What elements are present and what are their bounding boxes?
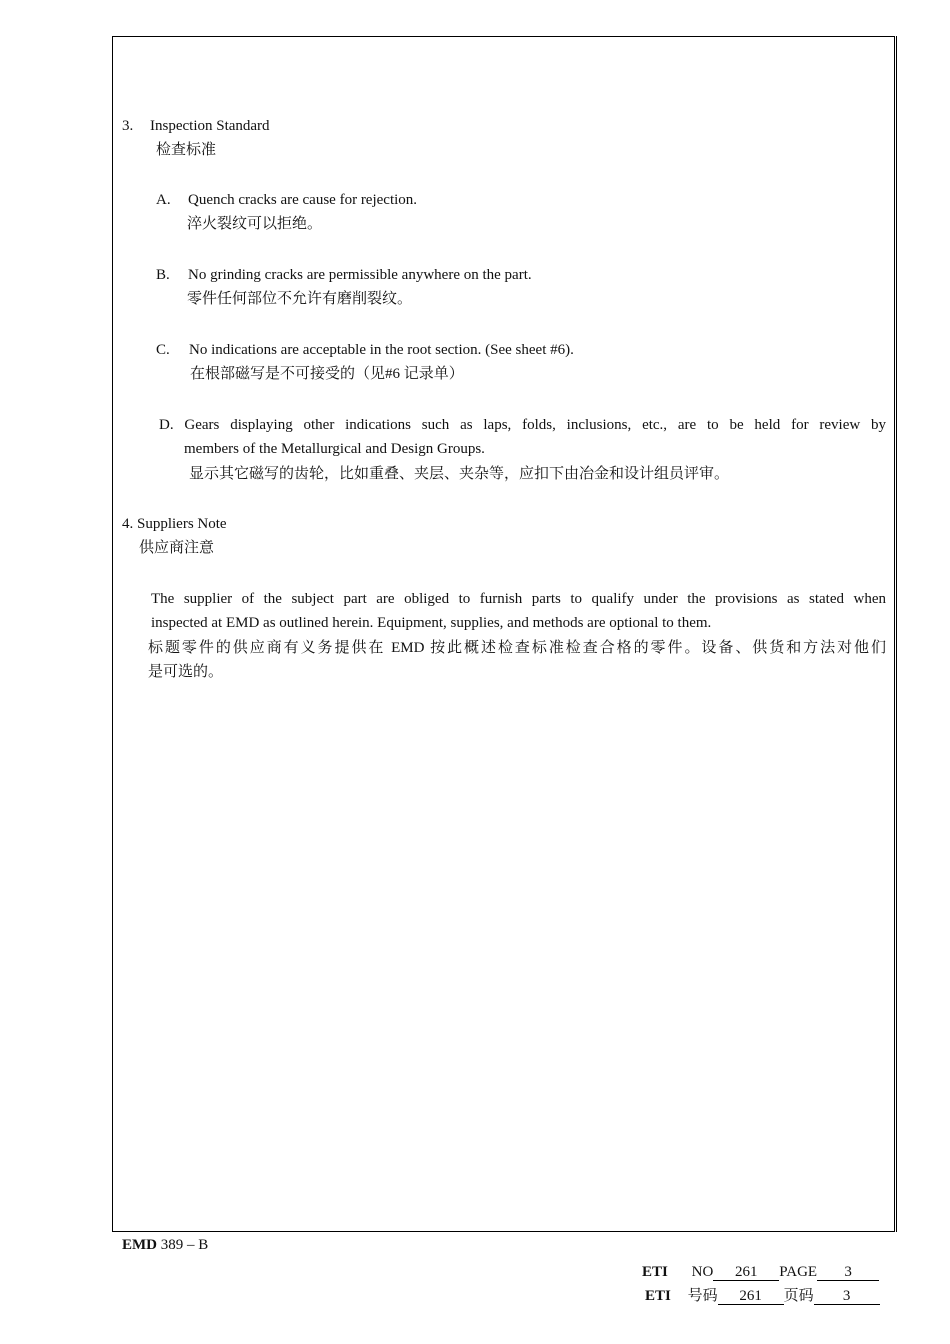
no-value-zh: 261: [718, 1288, 784, 1305]
form-code-bold: EMD: [122, 1237, 157, 1253]
item-d-en-first: Gears displaying other indications such as laps, folds, inclusions, etc., are to be held for review by: [184, 417, 886, 433]
item-b-en-line: [156, 265, 532, 285]
section-4-zh-line-2: 是可选的。: [148, 664, 224, 680]
item-c-en: No indications are acceptable in the root section. (See sheet #6).: [189, 342, 574, 358]
section-4-title-zh: 供应商注意: [139, 540, 215, 556]
item-d-en-line-2: members of the Metallurgical and Design Groups.: [184, 441, 485, 457]
eti-line-zh: [645, 1286, 880, 1306]
item-b-en: No grinding cracks are permissible anywhere on the part.: [188, 267, 532, 283]
item-a-en: Quench cracks are cause for rejection.: [188, 192, 418, 208]
item-b-letter: B.: [156, 267, 170, 283]
item-d-en-line-1: [159, 415, 886, 435]
no-value-en: 261: [713, 1264, 779, 1281]
section-4-zh-line-1: 标题零件的供应商有义务提供在 EMD 按此概述检查标准检查合格的零件。设备、供货和方法对他们: [148, 640, 886, 656]
item-a-en-line: [156, 190, 417, 210]
frame-double-rule: [896, 36, 897, 1232]
item-d-letter: D.: [159, 417, 174, 433]
section-4-en-line-1: The supplier of the subject part are obliged to furnish parts to qualify under the provisions as stated when: [151, 591, 886, 607]
section-3-title-zh: 检查标准: [156, 142, 217, 158]
item-a-zh: 淬火裂纹可以拒绝。: [187, 216, 323, 232]
page-label-en: PAGE: [779, 1264, 818, 1280]
page-value-en: 3: [817, 1264, 879, 1281]
item-c-zh: 在根部磁写是不可接受的（见#6 记录单）: [190, 366, 464, 382]
page-value-zh: 3: [814, 1288, 880, 1305]
item-b-zh: 零件任何部位不允许有磨削裂纹。: [187, 291, 413, 307]
section-3-number: 3.: [122, 118, 134, 134]
eti-label-zh: ETI: [645, 1288, 671, 1304]
section-3-heading: [122, 116, 270, 136]
item-d-zh: 显示其它磁写的齿轮，比如重叠、夹层、夹杂等，应扣下由冶金和设计组员评审。: [189, 466, 730, 482]
no-label-en: NO: [691, 1264, 714, 1280]
item-c-en-line: [156, 340, 574, 360]
no-label-zh: 号码: [687, 1288, 718, 1304]
eti-line-en: [642, 1262, 879, 1282]
item-c-letter: C.: [156, 342, 170, 358]
section-3-title-en: Inspection Standard: [150, 118, 270, 134]
form-code: [122, 1237, 208, 1254]
item-a-letter: A.: [156, 192, 171, 208]
section-4-heading: 4. Suppliers Note: [122, 516, 227, 532]
eti-label-en: ETI: [642, 1264, 668, 1280]
page-label-zh: 页码: [783, 1288, 814, 1304]
section-4-en-line-2: inspected at EMD as outlined herein. Equipment, supplies, and methods are optional to them.: [151, 615, 712, 631]
form-code-rest: 389 – B: [157, 1237, 209, 1253]
